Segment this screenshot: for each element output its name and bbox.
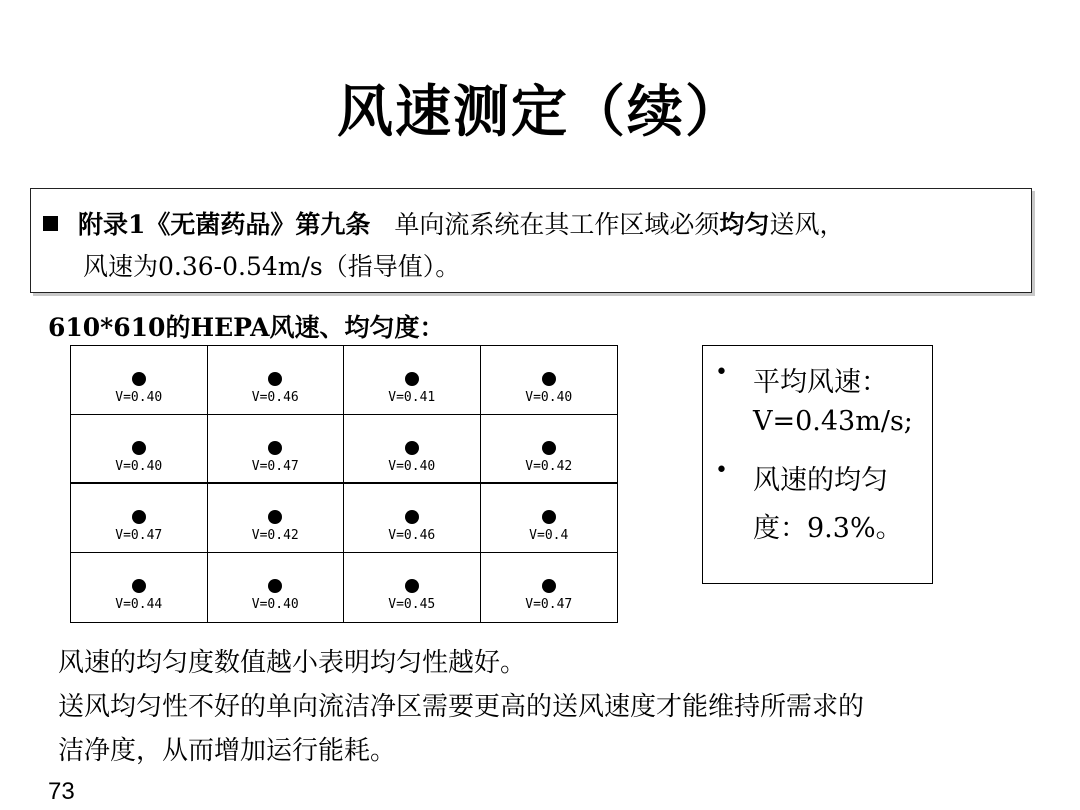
measurement-point-icon	[542, 510, 556, 524]
grid-cell	[71, 346, 208, 415]
velocity-value: V=0.40	[388, 459, 436, 474]
bullet-icon: •	[715, 458, 728, 483]
velocity-value: V=0.4	[529, 528, 569, 543]
grid-cell	[344, 553, 481, 622]
measurement-point-icon	[405, 372, 419, 386]
paragraph-line: 洁净度，从而增加运行能耗。	[58, 736, 397, 766]
grid-cell	[344, 484, 481, 553]
square-bullet-icon	[43, 216, 58, 231]
velocity-value: V=0.40	[525, 390, 573, 405]
velocity-value: V=0.40	[115, 390, 163, 405]
stats-box	[702, 345, 933, 584]
grid-heading: 610*610的HEPA风速、均匀度：	[48, 313, 445, 342]
measurement-point-icon	[132, 579, 146, 593]
measurement-point-icon	[268, 579, 282, 593]
measurement-point-icon	[132, 372, 146, 386]
grid-cell	[344, 346, 481, 415]
velocity-value: V=0.47	[525, 597, 573, 612]
velocity-value: V=0.45	[388, 597, 436, 612]
paragraph-line: 送风均匀性不好的单向流洁净区需要更高的送风速度才能维持所需求的	[58, 692, 865, 722]
bullet-icon: •	[715, 360, 728, 385]
grid-cell	[481, 553, 618, 622]
stat-uniformity-label: 风速的均匀	[753, 465, 888, 496]
grid-cell	[208, 415, 345, 484]
grid-cell	[208, 484, 345, 553]
regulation-reference: 附录1《无菌药品》第九条	[78, 210, 371, 239]
velocity-value: V=0.42	[525, 459, 573, 474]
slide-title: 风速测定（续）	[337, 80, 743, 145]
velocity-value: V=0.47	[115, 528, 163, 543]
grid-cell	[71, 484, 208, 553]
grid-cell	[481, 484, 618, 553]
measurement-point-icon	[405, 441, 419, 455]
measurement-point-icon	[268, 372, 282, 386]
regulation-text-before: 单向流系统在其工作区域必须	[394, 210, 720, 239]
regulation-highlight: 均匀	[719, 210, 770, 239]
measurement-point-icon	[132, 510, 146, 524]
page-number: 73	[48, 778, 75, 805]
velocity-value: V=0.46	[251, 390, 299, 405]
grid-cell	[344, 415, 481, 484]
velocity-value: V=0.40	[251, 597, 299, 612]
stat-average-label: 平均风速：	[753, 367, 888, 398]
measurement-point-icon	[268, 441, 282, 455]
measurement-point-icon	[405, 510, 419, 524]
stat-uniformity-value: 度：9.3%。	[753, 513, 903, 544]
stat-average-value: V=0.43m/s;	[753, 406, 913, 437]
regulation-box	[30, 188, 1032, 293]
grid-cell	[71, 415, 208, 484]
measurement-point-icon	[132, 441, 146, 455]
regulation-line-1	[43, 205, 844, 241]
velocity-value: V=0.44	[115, 597, 163, 612]
velocity-grid	[70, 345, 618, 623]
grid-cell	[481, 415, 618, 484]
velocity-value: V=0.46	[388, 528, 436, 543]
velocity-value: V=0.42	[251, 528, 299, 543]
measurement-point-icon	[542, 372, 556, 386]
regulation-line-2: 风速为0.36-0.54m/s（指导值）。	[83, 252, 461, 281]
measurement-point-icon	[268, 510, 282, 524]
grid-cell	[208, 553, 345, 622]
grid-cell	[208, 346, 345, 415]
regulation-text-after: 送风，	[769, 210, 845, 239]
grid-cell	[481, 346, 618, 415]
measurement-point-icon	[405, 579, 419, 593]
velocity-value: V=0.41	[388, 390, 436, 405]
measurement-point-icon	[542, 579, 556, 593]
grid-cell	[71, 553, 208, 622]
velocity-value: V=0.40	[115, 459, 163, 474]
measurement-point-icon	[542, 441, 556, 455]
paragraph-line: 风速的均匀度数值越小表明均匀性越好。	[58, 648, 527, 678]
velocity-value: V=0.47	[251, 459, 299, 474]
